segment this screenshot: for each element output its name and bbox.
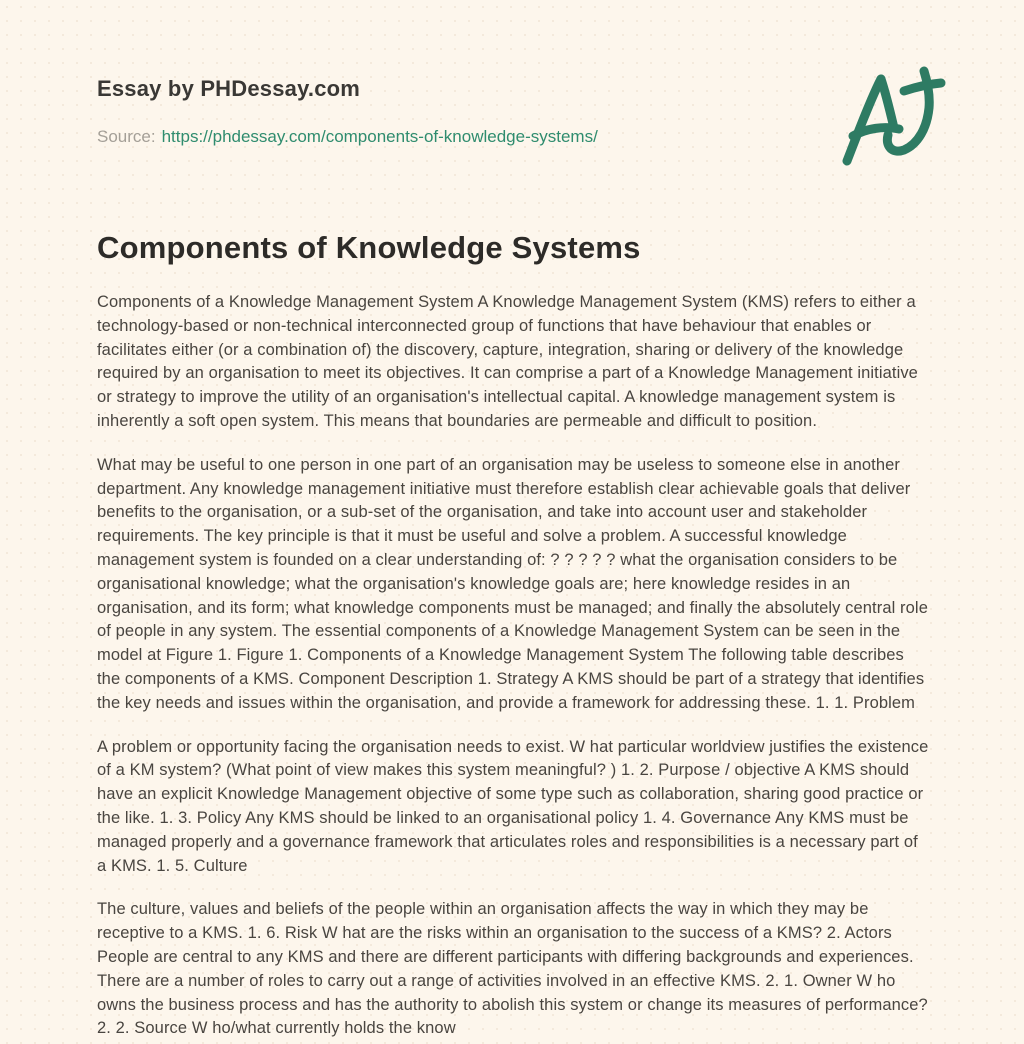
essay-paragraph-3: A problem or opportunity facing the organisation needs to exist. W hat particular worldview justifies the existence of a KM system? (What point of view makes this system meaningful? ) 1. 2. Purpose / objective A KMS should have an explicit Knowledge Management objective of some type such as collaboration, sharing good practice or the like. 1. 3. Policy Any KMS should be linked to an organisational policy 1. 4. Governance Any KMS must be managed properly and a governance framework that articulates roles and responsibilities is a necessary part of a KMS. 1. 5. Culture (97, 737, 929, 875)
source-label: Source: (97, 127, 156, 146)
essay-body (97, 291, 930, 1041)
essay-paragraph-2: What may be useful to one person in one part of an organisation may be useless to someone else in another department. Any knowledge management initiative must therefore establish clear achievable goals that deliver benefits to the organisation, or a sub-set of the organisation, and take into account user and stakeholder requirements. The key principle is that it must be useful and solve a problem. A successful knowledge management system is founded on a clear understanding of: ? ? ? ? ? what the organisation considers to be organisational knowledge; what the organisation's knowledge goals are; here knowledge resides in an organisation, and its form; what knowledge components must be managed; and finally the absolutely central role of people in any system. The essential components of a Knowledge Management System can be seen in the model at Figure 1. Figure 1. Components of a Knowledge Management System The following table describes the components of a KMS. Component Description 1. Strategy A KMS should be part of a strategy that identifies the key needs and issues within the organisation, and provide a framework for addressing these. 1. 1. Problem (97, 455, 928, 712)
essay-title: Components of Knowledge Systems (97, 230, 641, 265)
source-link[interactable]: https://phdessay.com/components-of-knowledge-systems/ (161, 127, 598, 146)
site-header-title: Essay by PHDessay.com (97, 76, 361, 101)
source-row (97, 127, 930, 147)
essay-paragraph-1: Components of a Knowledge Management System A Knowledge Management System (KMS) refers to either a technology-based or non-technical interconnected group of functions that have behaviour that enables or facilitates either (or a combination of) the discovery, capture, integration, sharing or delivery of the knowledge required by an organisation to meet its objectives. It can comprise a part of a Knowledge Management initiative or strategy to improve the utility of an organisation's intellectual capital. A knowledge management system is inherently a soft open system. This means that boundaries are permeable and difficult to position. (97, 293, 918, 430)
essay-paragraph-4: The culture, values and beliefs of the people within an organisation affects the way in which they may be receptive to a KMS. 1. 6. Risk W hat are the risks within an organisation to the success of a KMS? 2. Actors People are central to any KMS and there are different participants with differing backgrounds and experiences. There are a number of roles to carry out a range of activities involved in an effective KMS. 2. 1. Owner W ho owns the business process and has the authority to abolish this system or change its measures of performance? 2. 2. Source W ho/what currently holds the know (97, 900, 928, 1038)
phdessay-logo (840, 66, 952, 168)
aplus-logo-icon (840, 66, 952, 168)
